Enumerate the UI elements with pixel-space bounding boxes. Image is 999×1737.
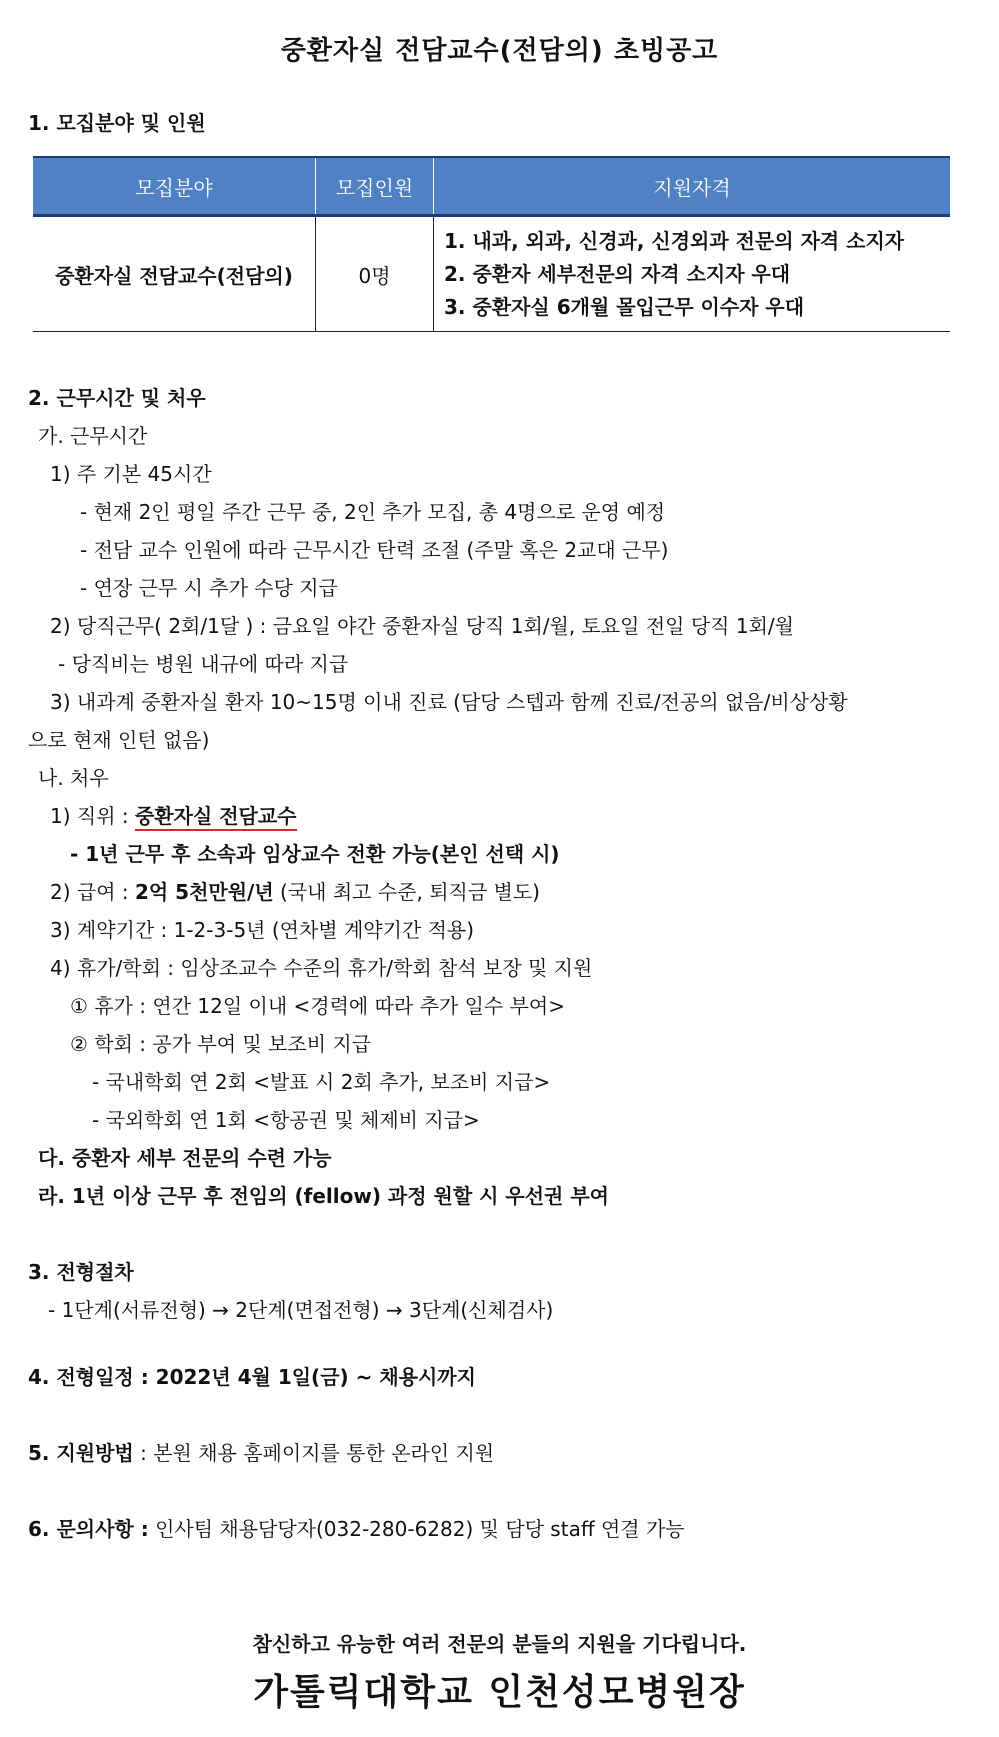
vacation-detail: ① 휴가 : 연간 12일 이내 <경력에 따라 추가 일수 부여>: [70, 994, 565, 1018]
benefits-heading: 나. 처우: [38, 766, 109, 790]
overseas-conference: - 국외학회 연 1회 <항공권 및 체제비 지급>: [92, 1108, 480, 1132]
work-hours-basic: 1) 주 기본 45시간: [50, 462, 212, 486]
conference-detail: ② 학회 : 공가 부여 및 보조비 지급: [70, 1032, 372, 1056]
table-row: [33, 216, 950, 332]
work-hours-detail-1: - 현재 2인 평일 주간 근무 중, 2인 추가 모집, 총 4명으로 운영 예정: [80, 500, 666, 524]
recruit-table: [33, 156, 950, 332]
section-5-line: [28, 1440, 494, 1466]
qualification-item: 3. 중환자실 6개월 몰입근무 이수자 우대: [444, 294, 805, 319]
section-4-heading: 4. 전형일정 : 2022년 4월 1일(금) ~ 채용시까지: [28, 1365, 476, 1389]
header-qualification: 지원자격: [434, 157, 951, 216]
position-label: 1) 직위 :: [50, 804, 135, 828]
vacation-conference: 4) 휴가/학회 : 임상조교수 수준의 휴가/학회 참석 보장 및 지원: [50, 956, 593, 980]
table-header-row: [33, 157, 950, 216]
cell-field: 중환자실 전담교수(전담의): [33, 216, 316, 332]
position-value: 중환자실 전담교수: [135, 804, 297, 831]
section-3-heading: 3. 전형절차: [28, 1260, 134, 1284]
selection-process: - 1단계(서류전형) → 2단계(면접전형) → 3단계(신체검사): [48, 1298, 554, 1322]
page-title: 중환자실 전담교수(전담의) 초빙공고: [280, 36, 719, 66]
position-note: - 1년 근무 후 소속과 임상교수 전환 가능(본인 선택 시): [70, 842, 560, 866]
header-field: 모집분야: [33, 157, 316, 216]
salary-line: [50, 879, 540, 905]
header-count: 모집인원: [316, 157, 434, 216]
cell-count: 0명: [316, 216, 434, 332]
qualification-item: 1. 내과, 외과, 신경과, 신경외과 전문의 자격 소지자: [444, 228, 905, 253]
salary-label: 2) 급여 :: [50, 880, 135, 904]
work-hours-heading: 가. 근무시간: [38, 424, 148, 448]
section-6-line: [28, 1516, 685, 1542]
section-5-body: : 본원 채용 홈페이지를 통한 온라인 지원: [133, 1441, 495, 1465]
section-6-body: 인사팀 채용담당자(032-280-6282) 및 담당 staff 연결 가능: [148, 1517, 685, 1541]
on-call-pay: - 당직비는 병원 내규에 따라 지급: [58, 652, 349, 676]
subspecialty-training: 다. 중환자 세부 전문의 수련 가능: [38, 1146, 332, 1170]
section-1-heading: 1. 모집분야 및 인원: [28, 111, 206, 135]
qualification-item: 2. 중환자 세부전문의 자격 소지자 우대: [444, 261, 791, 286]
work-hours-detail-2: - 전담 교수 인원에 따라 근무시간 탄력 조절 (주말 혹은 2교대 근무): [80, 538, 669, 562]
section-5-label: 5. 지원방법: [28, 1441, 134, 1465]
patient-load: 3) 내과계 중환자실 환자 10~15명 이내 진료 (담당 스텝과 함께 진료/전공의 없음/비상상황: [50, 690, 848, 714]
on-call-duty: 2) 당직근무( 2회/1달 ) : 금요일 야간 중환자실 당직 1회/월, 토요일 전일 당직 1회/월: [50, 614, 794, 638]
signature: 가톨릭대학교 인천성모병원장: [253, 1672, 746, 1713]
domestic-conference: - 국내학회 연 2회 <발표 시 2회 추가, 보조비 지급>: [92, 1070, 551, 1094]
fellowship-priority: 라. 1년 이상 근무 후 전임의 (fellow) 과정 원할 시 우선권 부여: [38, 1184, 609, 1208]
salary-value: 2억 5천만원/년: [134, 880, 274, 904]
closing-message: 참신하고 유능한 여러 전문의 분들의 지원을 기다립니다.: [252, 1632, 747, 1656]
cell-qualifications: [434, 216, 951, 332]
section-2-heading: 2. 근무시간 및 처우: [28, 386, 206, 410]
section-6-label: 6. 문의사항 :: [28, 1517, 149, 1541]
contract-period: 3) 계약기간 : 1-2-3-5년 (연차별 계약기간 적용): [50, 918, 475, 942]
work-hours-detail-3: - 연장 근무 시 추가 수당 지급: [80, 576, 338, 600]
salary-note: (국내 최고 수준, 퇴직금 별도): [273, 880, 540, 904]
position-line: [50, 803, 297, 829]
patient-load-cont: 으로 현재 인턴 없음): [28, 728, 210, 752]
